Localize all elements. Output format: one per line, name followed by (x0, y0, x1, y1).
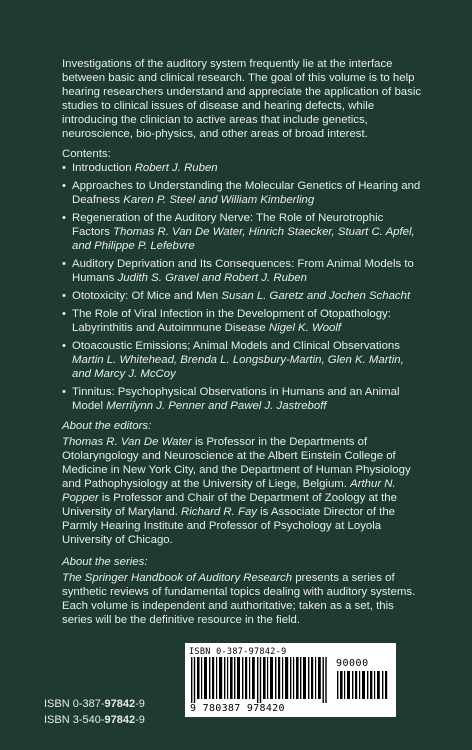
chapter-title: Tinnitus: Psychophysical Observations in Humans and an Animal Model (72, 386, 400, 412)
series-name: The Springer Handbook of Auditory Research (62, 572, 293, 584)
intro-paragraph: Investigations of the auditory system frequently lie at the interface between basic and clinical research. The goal of this volume is to help hearing researchers understand and appreciate the application of basic studies to clinical issues of disease and hearing defects, while introducing the clinician to active areas that include genetics, neuroscience, bio-physics, and other areas of broad interest. (62, 58, 422, 140)
editor-bio: is Professor and Chair of the Department of Zoology at the University of Maryland. (62, 492, 397, 518)
chapter-title: Otoacoustic Emissions; Animal Models and Clinical Observations (72, 340, 400, 352)
isbn-prefix: ISBN 0-387- (44, 698, 105, 710)
chapter-authors: Susan L. Garetz and Jochen Schacht (221, 290, 411, 302)
list-item (62, 307, 424, 335)
back-cover-text (62, 57, 424, 635)
chapter-authors: Nigel K. Woolf (268, 322, 342, 334)
editor-bio: is Associate Director of the Parmly Hearing Institute and Professor of Psychology at Loyola University of Chicago. (62, 506, 395, 546)
table-of-contents (62, 161, 424, 413)
list-item (62, 211, 424, 253)
editor-name: Thomas R. Van De Water (62, 436, 192, 448)
series-paragraph (62, 571, 424, 627)
barcode-isbn: ISBN 0-387-97842-9 (189, 647, 287, 657)
chapter-authors: Martin L. Whitehead, Brenda L. Longsbury-Martin, Glen K. Martin, and Marcy J. McCoy (72, 354, 404, 380)
isbn-prefix: ISBN 3-540- (44, 714, 105, 726)
chapter-authors: Judith S. Gravel and Robert J. Ruben (117, 272, 307, 284)
list-item (62, 289, 424, 303)
isbn-bold: 97842 (104, 698, 136, 710)
list-item (62, 339, 424, 381)
list-item (62, 161, 424, 175)
series-description: presents a series of synthetic reviews of fundamental topics dealing with auditory systems. Each volume is independent and authoritative; taken as a set, this series will be the definitive resource in the field. (62, 572, 416, 626)
chapter-title: Introduction (72, 162, 135, 174)
chapter-title: The Role of Viral Infection in the Development of Otopathology: Labyrinthitis and Autoimmune Disease (72, 308, 391, 334)
editors-heading: About the editors: (62, 420, 152, 432)
list-item (62, 179, 424, 207)
isbn-suffix: -9 (135, 714, 145, 726)
barcode-ean: 9 780387 978420 (190, 703, 285, 714)
editor-name: Richard R. Fay (181, 506, 257, 518)
chapter-title: Auditory Deprivation and Its Consequences: From Animal Models to Humans (72, 258, 414, 284)
chapter-authors: Thomas R. Van De Water, Hinrich Staecker, Stuart C. Apfel, and Philippe P. Lefebvre (72, 226, 415, 252)
chapter-authors: Karen P. Steel and William Kimberling (123, 194, 315, 206)
editors-paragraph (62, 435, 424, 547)
list-item (62, 257, 424, 285)
isbn-bold: 97842 (104, 714, 136, 726)
isbn-list (44, 696, 145, 728)
contents-heading: Contents: (62, 148, 111, 160)
chapter-title: Ototoxicity: Of Mice and Men (72, 290, 222, 302)
barcode-addon: 90000 (336, 658, 369, 669)
isbn-line (44, 712, 145, 728)
isbn-line (44, 696, 145, 712)
editor-bio: is Professor in the Departments of Otolaryngology and Neuroscience at the Albert Einstein College of Medicine in New York City, and the Department of Human Physiology and Pathophysiology at the University of Liege, Belgium. (62, 436, 411, 490)
barcode (185, 643, 396, 717)
chapter-title: Approaches to Understanding the Molecular Genetics of Hearing and Deafness (72, 180, 421, 206)
chapter-authors: Merrilynn J. Penner and Pawel J. Jastreboff (106, 400, 327, 412)
isbn-suffix: -9 (135, 698, 145, 710)
editor-name: Arthur N. Popper (62, 478, 396, 504)
chapter-authors: Robert J. Ruben (134, 162, 218, 174)
chapter-title: Regeneration of the Auditory Nerve: The Role of Neurotrophic Factors (72, 212, 384, 238)
series-heading: About the series: (62, 556, 148, 568)
list-item (62, 385, 424, 413)
